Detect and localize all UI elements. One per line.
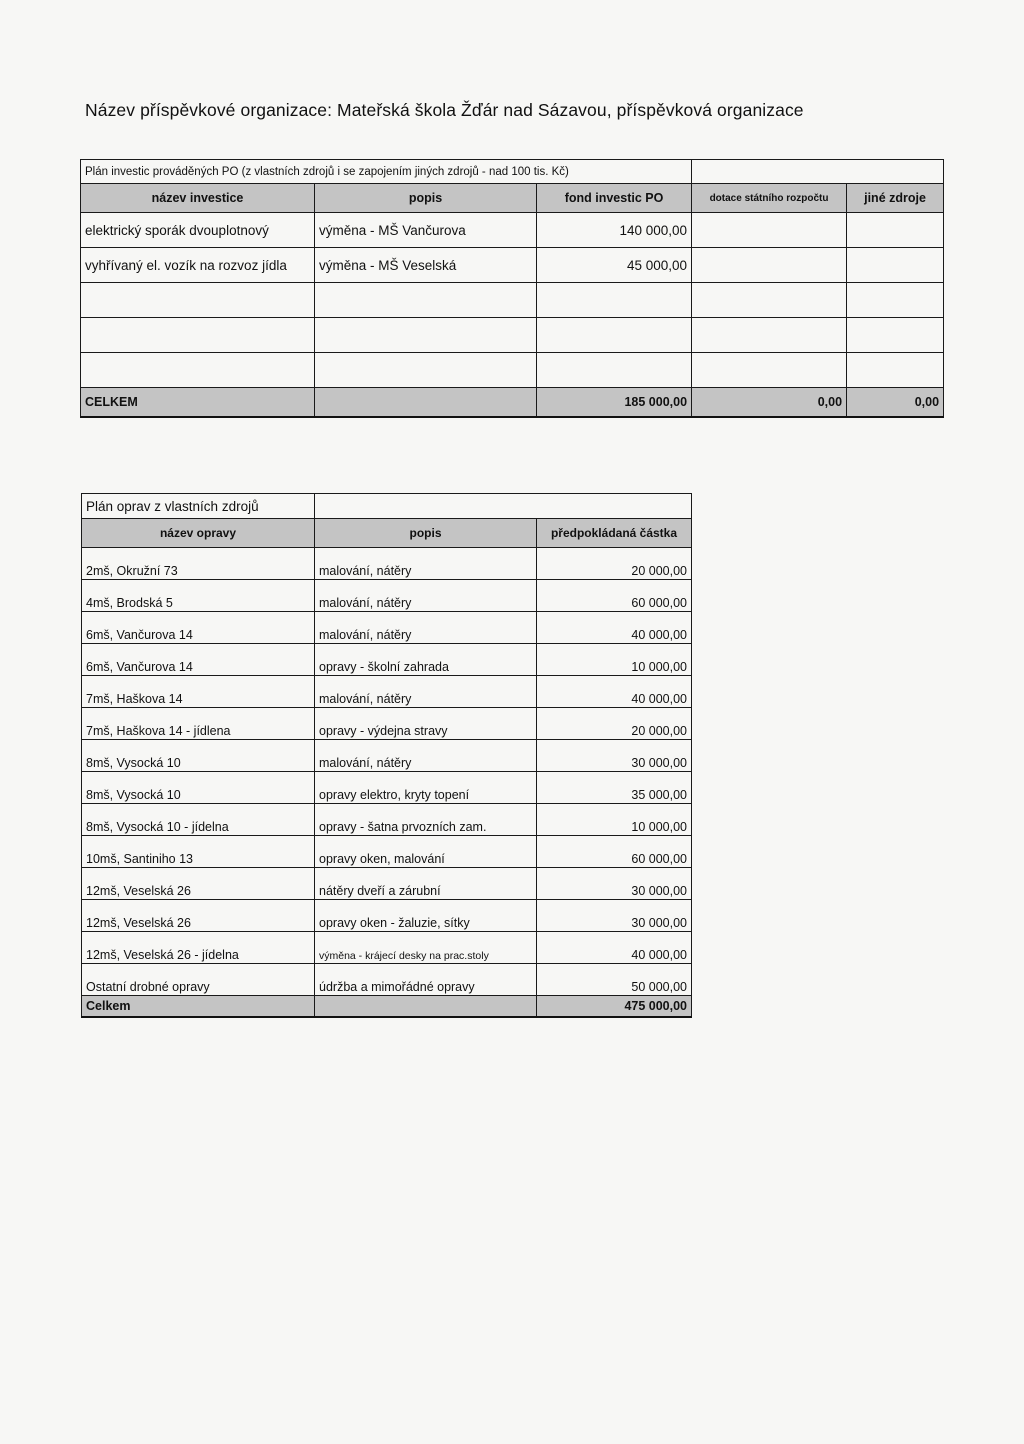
table-row: [82, 804, 692, 836]
investment-desc: výměna - MŠ Vančurova: [315, 213, 537, 248]
total-other: 0,00: [847, 388, 944, 418]
investment-state: [692, 353, 847, 388]
repair-name: 12mš, Veselská 26: [82, 868, 315, 900]
repair-name: 2mš, Okružní 73: [82, 548, 315, 580]
repair-name: 6mš, Vančurova 14: [82, 644, 315, 676]
investment-fund: [537, 353, 692, 388]
table-row: [82, 676, 692, 708]
table-row: [82, 900, 692, 932]
repair-amount: 35 000,00: [537, 772, 692, 804]
repair-total-label: Celkem: [82, 996, 315, 1018]
repair-name: 8mš, Vysocká 10 - jídelna: [82, 804, 315, 836]
investment-state: [692, 283, 847, 318]
repair-amount: 20 000,00: [537, 548, 692, 580]
investment-other: [847, 353, 944, 388]
organization-title: Název příspěvkové organizace: Mateřská škola Žďár nad Sázavou, příspěvková organizace: [85, 100, 804, 120]
table-row: [82, 580, 692, 612]
repair-total-amount: 475 000,00: [537, 996, 692, 1018]
table-row: [81, 283, 944, 318]
header-other-sources: jiné zdroje: [847, 184, 944, 213]
total-state: 0,00: [692, 388, 847, 418]
repair-desc: opravy - výdejna stravy: [315, 708, 537, 740]
investment-other: [847, 213, 944, 248]
investment-name: elektrický sporák dvouplotnový: [81, 213, 315, 248]
repair-desc: malování, nátěry: [315, 580, 537, 612]
investment-fund: 140 000,00: [537, 213, 692, 248]
repair-amount: 40 000,00: [537, 612, 692, 644]
repair-amount: 40 000,00: [537, 932, 692, 964]
repair-plan-caption: Plán oprav z vlastních zdrojů: [82, 494, 315, 519]
repair-name: 12mš, Veselská 26: [82, 900, 315, 932]
investment-other: [847, 283, 944, 318]
investment-name: vyhřívaný el. vozík na rozvoz jídla: [81, 248, 315, 283]
repair-desc: výměna - krájecí desky na prac.stoly: [315, 932, 537, 964]
investment-plan-caption: Plán investic prováděných PO (z vlastních zdrojů i se zapojením jiných zdrojů - nad 100 tis. Kč): [81, 160, 692, 184]
header-investment-fund: fond investic PO: [537, 184, 692, 213]
repair-desc: údržba a mimořádné opravy: [315, 964, 537, 996]
investment-desc: [315, 318, 537, 353]
header-repair-name: název opravy: [82, 519, 315, 548]
investment-name: [81, 318, 315, 353]
repair-desc: opravy oken - žaluzie, sítky: [315, 900, 537, 932]
repair-desc: malování, nátěry: [315, 612, 537, 644]
repair-name: 8mš, Vysocká 10: [82, 772, 315, 804]
repair-name: 8mš, Vysocká 10: [82, 740, 315, 772]
repair-desc: opravy elektro, kryty topení: [315, 772, 537, 804]
table-row: [82, 740, 692, 772]
table-row: [82, 772, 692, 804]
repair-amount: 60 000,00: [537, 836, 692, 868]
header-repair-desc: popis: [315, 519, 537, 548]
repair-desc: opravy - šatna prvozních zam.: [315, 804, 537, 836]
header-repair-amount: předpokládaná částka: [537, 519, 692, 548]
repair-amount: 10 000,00: [537, 804, 692, 836]
repair-amount: 30 000,00: [537, 868, 692, 900]
investment-total-row: [81, 388, 944, 418]
repair-amount: 20 000,00: [537, 708, 692, 740]
header-description: popis: [315, 184, 537, 213]
repair-amount: 10 000,00: [537, 644, 692, 676]
repair-desc: malování, nátěry: [315, 548, 537, 580]
table-row: [82, 708, 692, 740]
repair-name: 7mš, Haškova 14: [82, 676, 315, 708]
header-investment-name: název investice: [81, 184, 315, 213]
investment-fund: [537, 318, 692, 353]
repair-plan-table: [81, 493, 692, 1018]
table-row: [82, 548, 692, 580]
repair-total-row: [82, 996, 692, 1018]
investment-fund: [537, 283, 692, 318]
table-row: [82, 964, 692, 996]
repair-amount: 60 000,00: [537, 580, 692, 612]
table-row: [82, 868, 692, 900]
investment-fund: 45 000,00: [537, 248, 692, 283]
repair-amount: 50 000,00: [537, 964, 692, 996]
table-row: [82, 932, 692, 964]
header-state-subsidy: dotace státního rozpočtu: [692, 184, 847, 213]
repair-amount: 30 000,00: [537, 740, 692, 772]
repair-name: 7mš, Haškova 14 - jídlena: [82, 708, 315, 740]
repair-name: 6mš, Vančurova 14: [82, 612, 315, 644]
investment-desc: [315, 353, 537, 388]
repair-desc: opravy oken, malování: [315, 836, 537, 868]
repair-amount: 30 000,00: [537, 900, 692, 932]
repair-name: Ostatní drobné opravy: [82, 964, 315, 996]
table-row: [81, 248, 944, 283]
table-row: [82, 612, 692, 644]
investment-state: [692, 318, 847, 353]
repair-desc: nátěry dveří a zárubní: [315, 868, 537, 900]
investment-desc: výměna - MŠ Veselská: [315, 248, 537, 283]
investment-name: [81, 283, 315, 318]
repair-name: 10mš, Santiniho 13: [82, 836, 315, 868]
table-row: [81, 213, 944, 248]
investment-plan-table: [80, 159, 944, 418]
investment-state: [692, 248, 847, 283]
repair-amount: 40 000,00: [537, 676, 692, 708]
total-fund: 185 000,00: [537, 388, 692, 418]
total-label: CELKEM: [81, 388, 315, 418]
investment-name: [81, 353, 315, 388]
table-row: [82, 836, 692, 868]
table-row: [81, 353, 944, 388]
table-row: [82, 644, 692, 676]
repair-name: 4mš, Brodská 5: [82, 580, 315, 612]
repair-desc: opravy - školní zahrada: [315, 644, 537, 676]
table-row: [81, 318, 944, 353]
repair-name: 12mš, Veselská 26 - jídelna: [82, 932, 315, 964]
repair-desc: malování, nátěry: [315, 676, 537, 708]
investment-other: [847, 318, 944, 353]
investment-desc: [315, 283, 537, 318]
repair-desc: malování, nátěry: [315, 740, 537, 772]
investment-state: [692, 213, 847, 248]
investment-other: [847, 248, 944, 283]
